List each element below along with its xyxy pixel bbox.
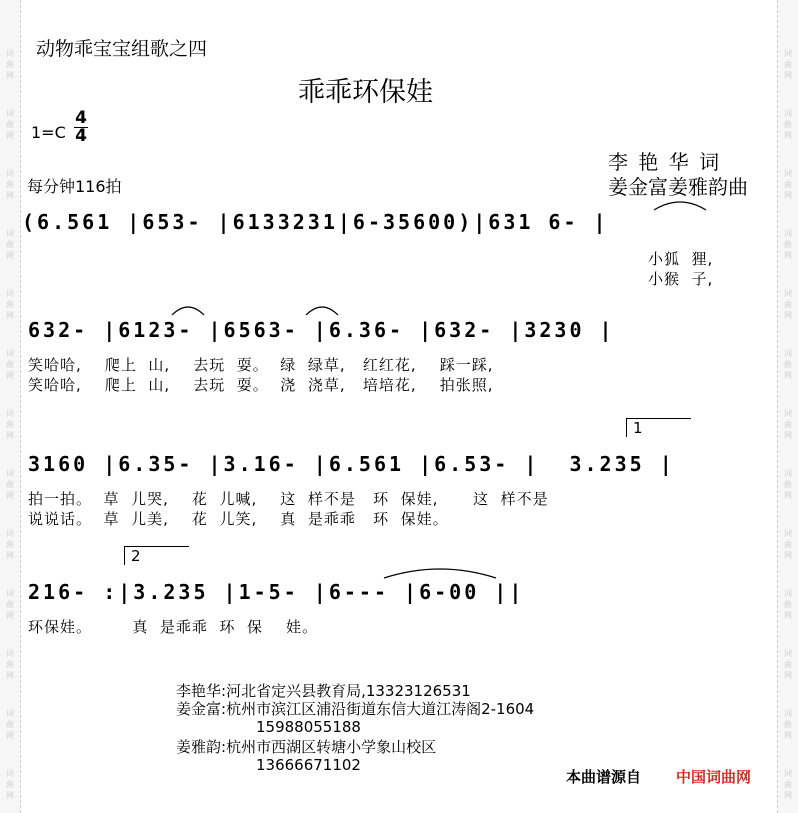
contact-line <box>256 756 361 774</box>
volta-number: 1 <box>633 419 643 437</box>
score-line-2-lyrics-verse-1: 笑哈哈, 爬上 山, 去玩 耍。 绿 绿草, 红红花, 踩一踩, <box>28 356 494 374</box>
contact-line <box>176 682 471 700</box>
contact-info: 河北省定兴县教育局,13323126531 <box>226 682 471 700</box>
contact-line <box>176 700 534 718</box>
tempo-marking: 每分钟116拍 <box>27 177 122 196</box>
watermark-glyph-group: 词 曲 网 <box>784 529 792 560</box>
watermark-glyph-group: 词 曲 网 <box>6 709 14 740</box>
tie-mark <box>302 303 342 317</box>
series-title: 动物乖宝宝组歌之四 <box>36 38 208 60</box>
lyricist-credit: 李 艳 华 词 <box>608 150 722 174</box>
watermark-glyph-group: 词 曲 网 <box>784 169 792 200</box>
contact-info: 15988055188 <box>256 718 361 736</box>
time-signature <box>74 110 88 145</box>
watermark-glyph-group: 词 曲 网 <box>6 769 14 800</box>
time-signature-bottom: 4 <box>75 126 87 146</box>
contact-info: 杭州市滨江区浦沿街道东信大道江涛阁2-1604 <box>226 700 535 718</box>
contact-name: 姜金富: <box>176 700 227 718</box>
contact-line <box>256 718 361 736</box>
score-line-1-lyrics-verse-1: 小狐 狸, <box>648 250 714 268</box>
watermark-glyph-group: 词 曲 网 <box>784 349 792 380</box>
watermark-glyph-group: 词 曲 网 <box>784 649 792 680</box>
contact-info: 杭州市西湖区转塘小学象山校区 <box>226 738 437 756</box>
contact-name: 姜雅韵: <box>176 738 227 756</box>
watermark-glyph-group: 词 曲 网 <box>784 289 792 320</box>
score-line-1-lyrics-verse-2: 小猴 子, <box>648 270 714 288</box>
volta-bracket-2 <box>124 546 189 565</box>
watermark-glyph-group: 词 曲 网 <box>6 469 14 500</box>
watermark-glyph-group: 词 曲 网 <box>784 229 792 260</box>
watermark-glyph-group: 词 曲 网 <box>6 169 14 200</box>
watermark-glyph-group: 词 曲 网 <box>6 109 14 140</box>
contact-name: 李艳华: <box>176 682 227 700</box>
watermark-glyph-group: 词 曲 网 <box>6 409 14 440</box>
score-line-4-lyrics-verse-1: 环保娃。 真 是乖乖 环 保 娃。 <box>28 618 319 636</box>
watermark-glyph-group: 词 曲 网 <box>784 49 792 80</box>
score-line-3-lyrics-verse-2: 说说话。 草 儿美, 花 儿笑, 真 是乖乖 环 保娃。 <box>28 510 449 528</box>
tie-mark <box>650 198 710 212</box>
time-signature-top: 4 <box>75 108 87 128</box>
tie-mark <box>380 566 500 580</box>
watermark-glyph-group: 词 曲 网 <box>6 529 14 560</box>
score-line-2-notes: 632- |6123- |6563- |6.36- |632- |3230 | <box>28 318 615 342</box>
watermark-glyph-group: 词 曲 网 <box>784 769 792 800</box>
contact-line <box>176 738 436 756</box>
score-line-4-notes: 216- :|3.235 |1-5- |6--- |6-00 || <box>28 580 525 604</box>
volta-number: 2 <box>131 547 141 565</box>
watermark-glyph-group: 词 曲 网 <box>784 589 792 620</box>
key-signature: 1=C <box>31 123 66 142</box>
watermark-glyph-group: 词 曲 网 <box>784 469 792 500</box>
watermark-glyph-group: 词 曲 网 <box>784 709 792 740</box>
source-label: 本曲谱源自 <box>566 768 642 786</box>
song-title: 乖乖环保娃 <box>298 77 433 108</box>
watermark-glyph-group: 词 曲 网 <box>6 229 14 260</box>
volta-bracket-1 <box>626 418 691 437</box>
watermark-glyph-group: 词 曲 网 <box>784 409 792 440</box>
contact-info: 13666671102 <box>256 756 361 774</box>
watermark-glyph-group: 词 曲 网 <box>6 349 14 380</box>
source-brand-link[interactable]: 中国词曲网 <box>676 768 752 786</box>
score-line-3-notes: 3160 |6.35- |3.16- |6.561 |6.53- | 3.235 | <box>28 452 675 476</box>
score-line-1-notes: (6.561 |653- |6133231|6-35600)|631 6- | <box>22 210 609 234</box>
watermark-glyph-group: 词 曲 网 <box>6 49 14 80</box>
composer-credit: 姜金富姜雅韵曲 <box>608 175 748 199</box>
score-line-3-lyrics-verse-1: 拍一拍。 草 儿哭, 花 儿喊, 这 样不是 环 保娃, 这 样不是 <box>28 490 549 508</box>
score-line-2-lyrics-verse-2: 笑哈哈, 爬上 山, 去玩 耍。 浇 浇草, 培培花, 拍张照, <box>28 376 494 394</box>
watermark-glyph-group: 词 曲 网 <box>6 649 14 680</box>
tie-mark <box>168 303 208 317</box>
watermark-glyph-group: 词 曲 网 <box>784 109 792 140</box>
watermark-glyph-group: 词 曲 网 <box>6 289 14 320</box>
watermark-glyph-group: 词 曲 网 <box>6 589 14 620</box>
